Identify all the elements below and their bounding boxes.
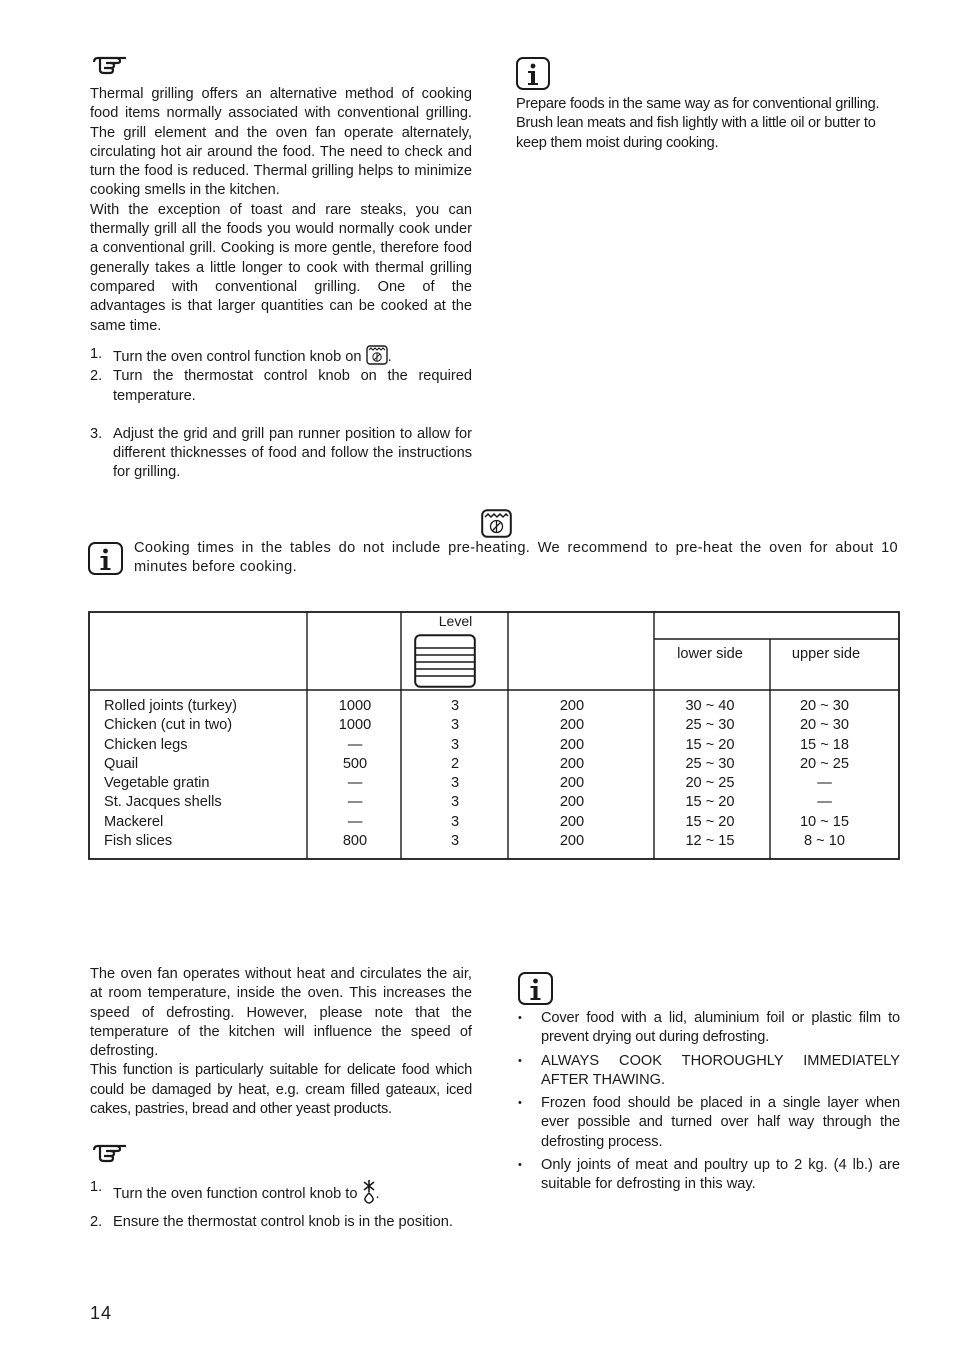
table-cell: 500	[342, 755, 368, 772]
table-cell: 200	[559, 794, 585, 811]
table-cell: 10 ~ 15	[799, 813, 850, 830]
table-cell: —	[347, 794, 363, 811]
upper-side-header: upper side	[791, 646, 861, 662]
defrosting-tips	[516, 1009, 900, 1199]
list-item: • Frozen food should be placed in a single layer when ever possible and turned over half way through the defrosting process.	[518, 1095, 900, 1150]
table-cell: Vegetable gratin	[104, 775, 210, 792]
table-cell: 1000	[338, 698, 372, 714]
lower-side-header: lower side	[677, 646, 743, 662]
oven-shelf-levels-icon	[414, 634, 476, 688]
list-item: • Only joints of meat and poultry up to 2 kg. (4 lb.) are suitable for defrosting in this way.	[518, 1157, 900, 1193]
table-cell: 20 ~ 30	[799, 717, 850, 734]
table-cell: 20 ~ 25	[685, 775, 735, 792]
table-cell: —	[347, 813, 363, 830]
table-cell: Chicken legs	[104, 736, 188, 753]
lower-side-column	[657, 697, 763, 851]
table-note: Cooking times in the tables do not include pre-heating. We recommend to pre-heat the oven for about 10 minutes before cooking.	[134, 540, 898, 576]
table-cell: 3	[450, 813, 460, 830]
table-cell: Chicken (cut in two)	[104, 717, 233, 734]
defrosting-paragraph-1: The oven fan operates without heat and circulates the air, at room temperature, inside the oven. This increases the speed of defrosting. However, please note that the temperature of the kitchen will influence the speed of defrosting.	[90, 966, 472, 1060]
thermal-grill-symbol-icon	[481, 509, 512, 538]
list-item: 2. Turn the thermostat control knob on the required temperature.	[90, 368, 472, 404]
table-cell: 3	[450, 736, 460, 753]
table-cell: 3	[450, 698, 460, 714]
level-column	[403, 697, 507, 851]
table-cell: Fish slices	[104, 833, 173, 850]
table-cell: 15 ~ 18	[799, 736, 850, 753]
table-cell: 25 ~ 30	[685, 755, 735, 772]
info-icon	[88, 542, 123, 575]
table-cell: 25 ~ 30	[685, 717, 735, 734]
food-column	[104, 697, 309, 851]
table-cell: —	[347, 736, 363, 753]
table-cell: 200	[559, 775, 585, 792]
table-cell: 200	[559, 698, 585, 714]
table-cell: 200	[559, 736, 585, 753]
table-cell: —	[817, 775, 832, 792]
thermal-grilling-paragraph-1: Thermal grilling offers an alternative method of cooking food items normally associated with conventional grilling. The grill element and the oven fan operate alternately, circulating hot air around the food. The need to check and turn the food is reduced. Thermal grilling helps to minimize cooking smells in the kitchen.	[90, 86, 472, 199]
table-cell: 30 ~ 40	[685, 698, 735, 714]
table-cell: 8 ~ 10	[804, 833, 845, 850]
table-cell: 1000	[338, 717, 372, 734]
defrosting-intro	[90, 965, 472, 1119]
table-cell: 20 ~ 30	[799, 698, 850, 714]
list-item: 1. Turn the oven function control knob to .	[90, 1179, 380, 1202]
upper-side-column	[771, 697, 878, 851]
thermal-grilling-paragraph-2: With the exception of toast and rare steaks, you can thermally grill all the foods you would normally cook under a conventional grill. Cooking is more gentle, therefore food generally takes a little longer to cook with thermal grilling compared with conventional grilling. One of the advantages is that larger quantities can be cooked at the same time.	[90, 201, 472, 334]
table-cell: 200	[559, 755, 585, 772]
table-cell: 3	[450, 794, 460, 811]
thermal-grilling-intro	[90, 85, 472, 336]
info-icon	[518, 972, 553, 1005]
table-cell: 200	[559, 813, 585, 830]
table-cell: St. Jacques shells	[104, 794, 222, 811]
table-cell: 20 ~ 25	[799, 755, 850, 772]
table-cell: 200	[559, 833, 585, 850]
table-cell: 12 ~ 15	[685, 833, 735, 850]
thermal-grill-symbol-icon	[366, 345, 388, 365]
table-cell: 15 ~ 20	[685, 813, 735, 830]
table-cell: 3	[450, 833, 460, 850]
weight-column	[310, 697, 400, 851]
thermal-grilling-steps	[90, 345, 472, 483]
table-cell: —	[817, 794, 832, 811]
table-cell: Quail	[104, 755, 139, 772]
table-cell: 800	[342, 833, 368, 850]
table-cell: 3	[450, 717, 460, 734]
table-cell: 15 ~ 20	[685, 736, 735, 753]
list-item: • ALWAYS COOK THOROUGHLY IMMEDIATELY AFTER THAWING.	[518, 1052, 900, 1088]
table-cell: Rolled joints (turkey)	[104, 698, 238, 714]
temperature-column	[510, 697, 634, 851]
table-cell: 2	[450, 755, 460, 772]
defrosting-steps	[90, 1178, 472, 1233]
pointing-hand-icon	[92, 1143, 128, 1165]
list-item: 1. Turn the oven control function knob on .	[90, 346, 392, 365]
pointing-hand-icon	[92, 56, 128, 76]
table-cell: —	[347, 775, 363, 792]
table-cell: Mackerel	[104, 813, 164, 830]
defrosting-paragraph-2: This function is particularly suitable for delicate food which could be damaged by heat, e.g. cream filled gateaux, iced cakes, pastries, bread and other yeast products.	[90, 1062, 472, 1118]
table-cell: 200	[559, 717, 585, 734]
list-item: 3. Adjust the grid and grill pan runner position to allow for different thicknesses of food and follow the instructions for grilling.	[90, 425, 472, 481]
level-header: Level	[438, 613, 473, 629]
defrost-symbol-icon	[362, 1178, 376, 1204]
table-cell: 3	[450, 775, 460, 792]
table-cell: 15 ~ 20	[685, 794, 735, 811]
list-item: • Cover food with a lid, aluminium foil or plastic film to prevent drying out during defrosting.	[518, 1010, 900, 1046]
thermal-grilling-info-text: Prepare foods in the same way as for conventional grilling. Brush lean meats and fish lightly with a little oil or butter to keep them moist during cooking.	[516, 96, 880, 151]
page-number: 14	[90, 1303, 113, 1323]
list-item: 2. Ensure the thermostat control knob is in the position.	[90, 1214, 453, 1231]
info-icon	[516, 57, 550, 90]
